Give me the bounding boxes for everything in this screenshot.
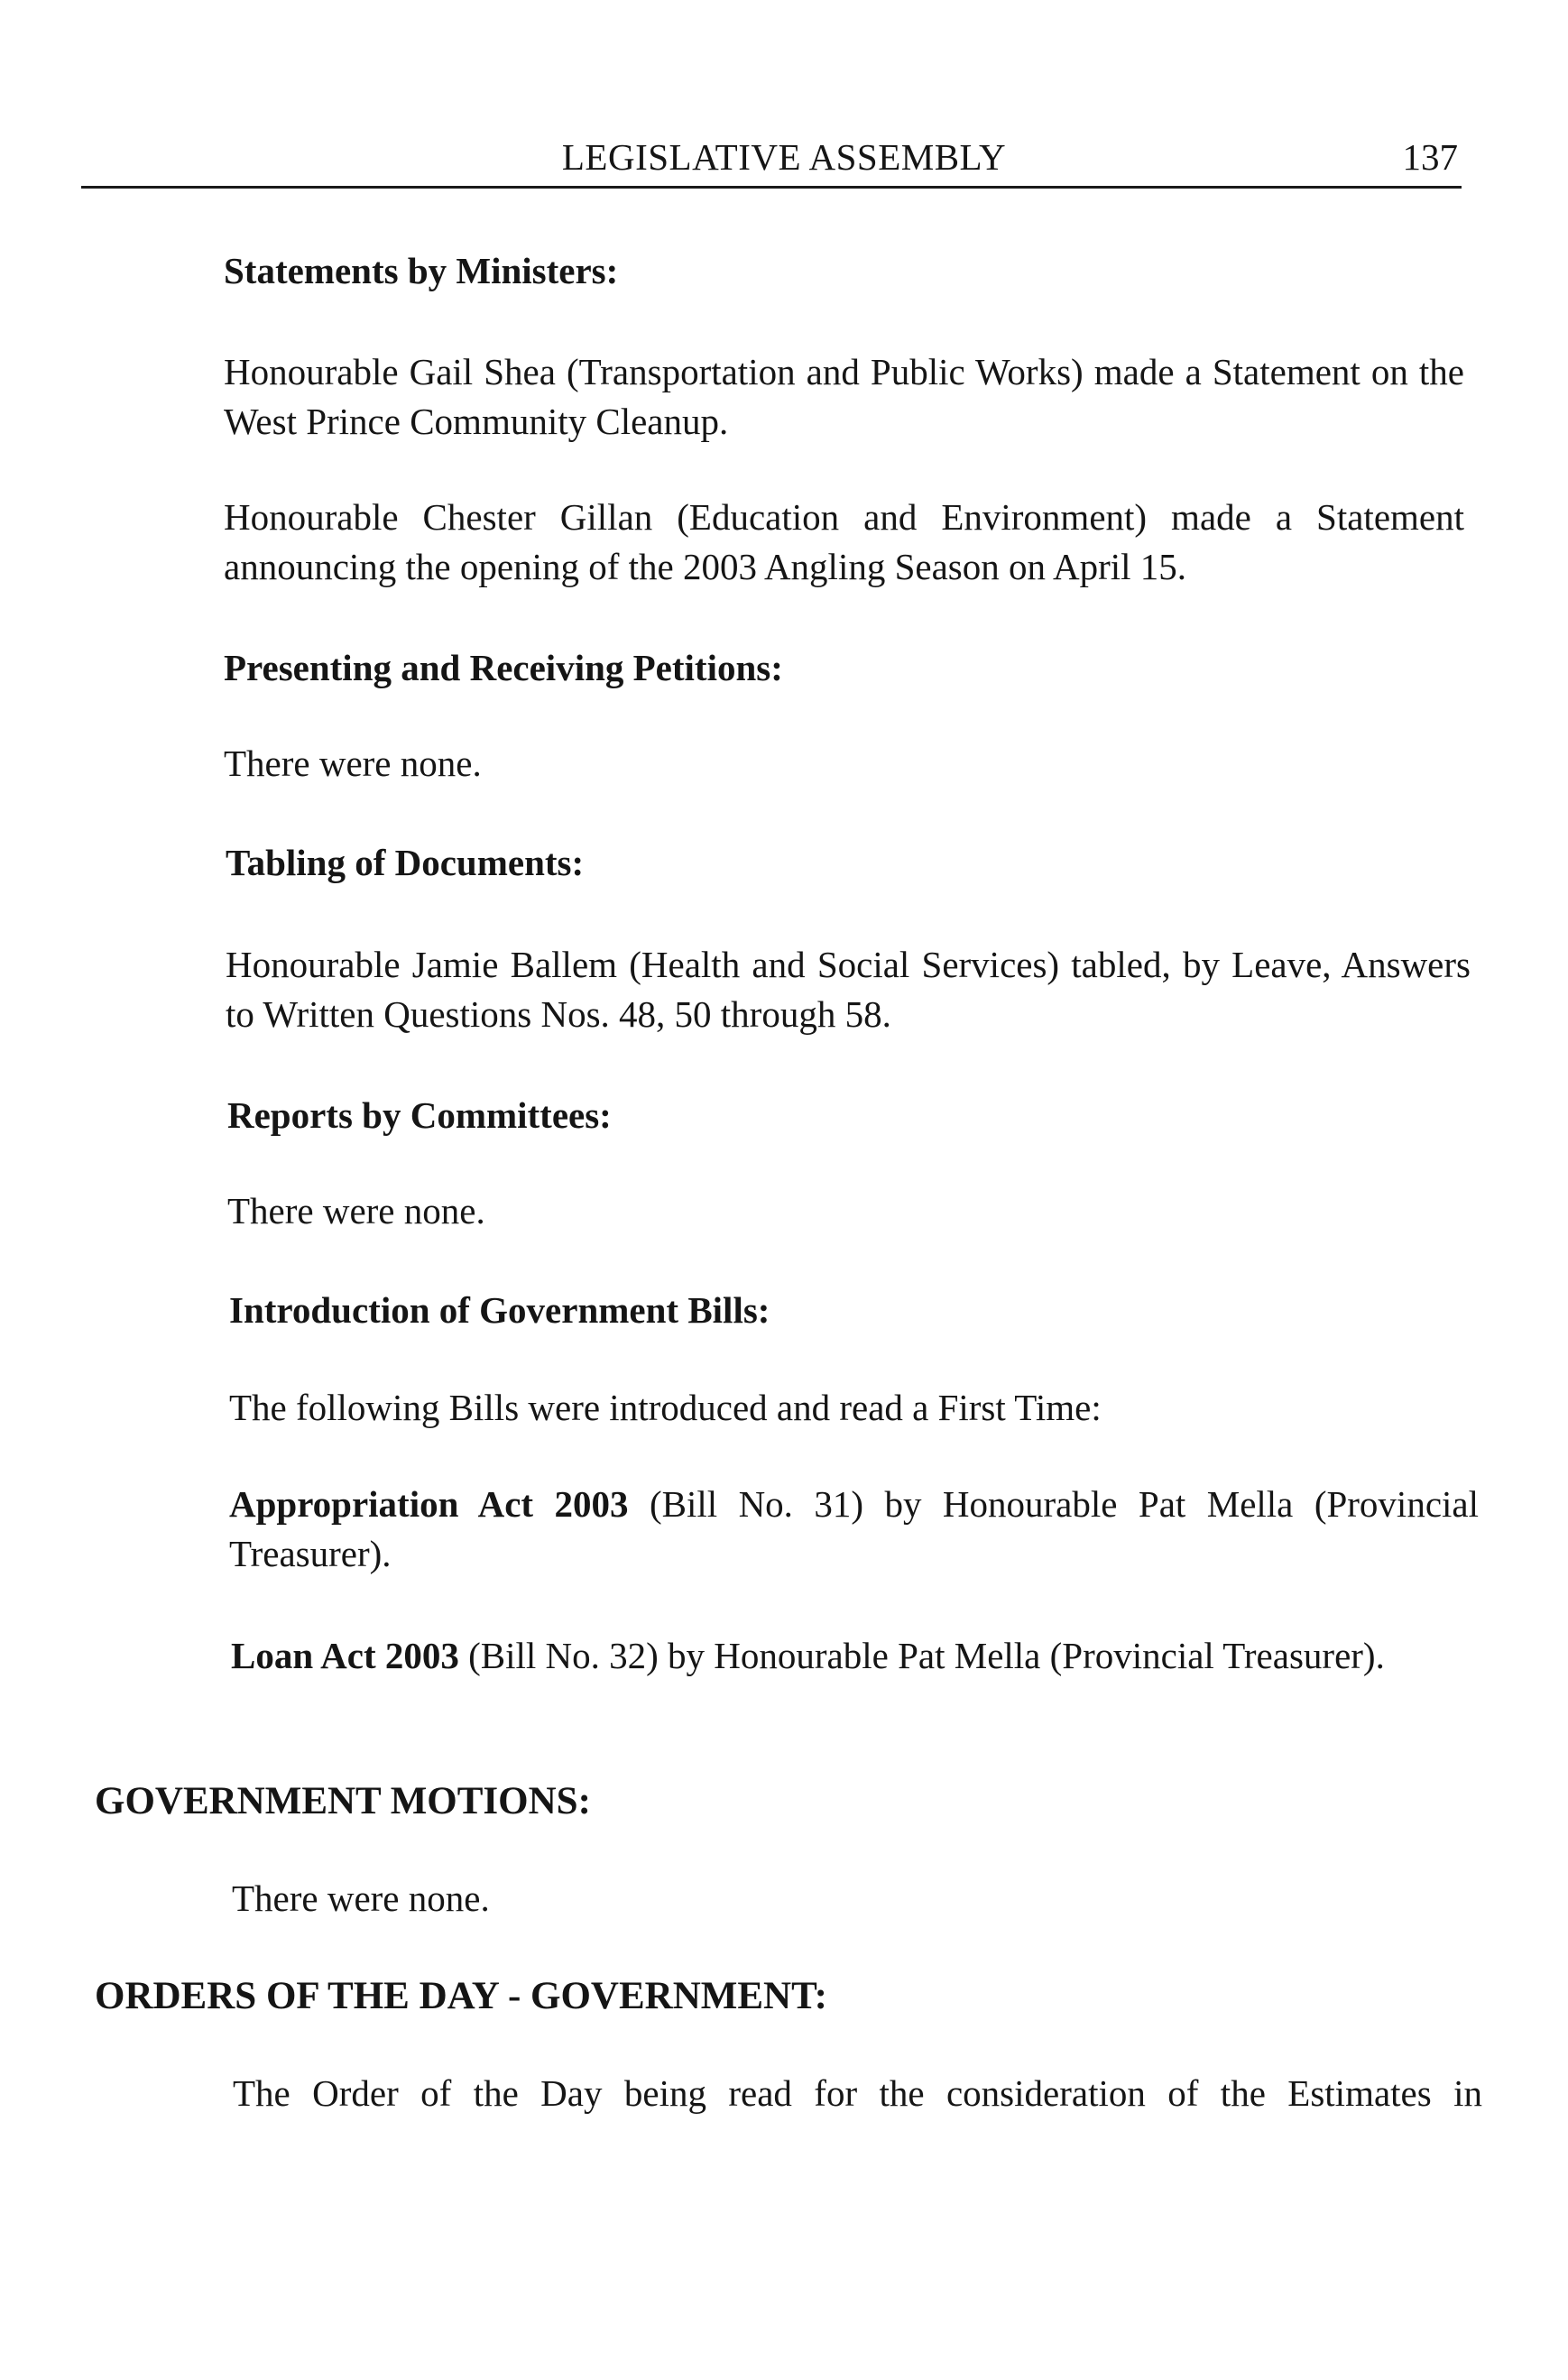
- petitions-text: There were none.: [224, 743, 482, 784]
- reports-heading: Reports by Committees:: [227, 1094, 612, 1136]
- bill-loan-title: Loan Act 2003: [231, 1635, 459, 1676]
- tabling-heading: Tabling of Documents:: [226, 842, 585, 883]
- statement-paragraph-1: Honourable Gail Shea (Transportation and Public Works) made a Statement on the West Prince Community Cleanup.: [224, 351, 1464, 442]
- running-title: LEGISLATIVE ASSEMBLY: [561, 136, 1007, 178]
- bill-loan-text: (Bill No. 32) by Honourable Pat Mella (Provincial Treasurer).: [458, 1635, 1385, 1676]
- government-motions-text: There were none.: [232, 1877, 490, 1919]
- bill-appropriation-paragraph: [229, 1480, 1479, 1579]
- bills-intro: The following Bills were introduced and read a First Time:: [229, 1387, 1102, 1428]
- statement-paragraph-2: Honourable Chester Gillan (Education and Environment) made a Statement announcing the opening of the 2003 Angling Season on April 15.: [224, 496, 1464, 587]
- orders-of-the-day-text: The Order of the Day being read for the consideration of the Estimates in: [233, 2072, 1482, 2114]
- header-rule: [81, 186, 1462, 189]
- reports-text: There were none.: [227, 1190, 485, 1232]
- bills-heading: Introduction of Government Bills:: [229, 1289, 770, 1331]
- petitions-heading: Presenting and Receiving Petitions:: [224, 647, 783, 688]
- bill-loan-paragraph: [231, 1631, 1480, 1681]
- government-motions-heading: GOVERNMENT MOTIONS:: [95, 1780, 591, 1822]
- page-header: [0, 135, 1568, 189]
- orders-of-the-day-heading: ORDERS OF THE DAY - GOVERNMENT:: [95, 1975, 827, 2017]
- statements-heading: Statements by Ministers:: [224, 250, 619, 291]
- page-number: 137: [1402, 136, 1458, 178]
- bill-appropriation-text: (Bill No. 31) by Honourable Pat Mella (Provincial Treasurer).: [229, 1483, 1479, 1574]
- tabling-paragraph: Honourable Jamie Ballem (Health and Social Services) tabled, by Leave, Answers to Written Questions Nos. 48, 50 through 58.: [226, 944, 1471, 1035]
- bill-appropriation-title: Appropriation Act 2003: [229, 1483, 629, 1525]
